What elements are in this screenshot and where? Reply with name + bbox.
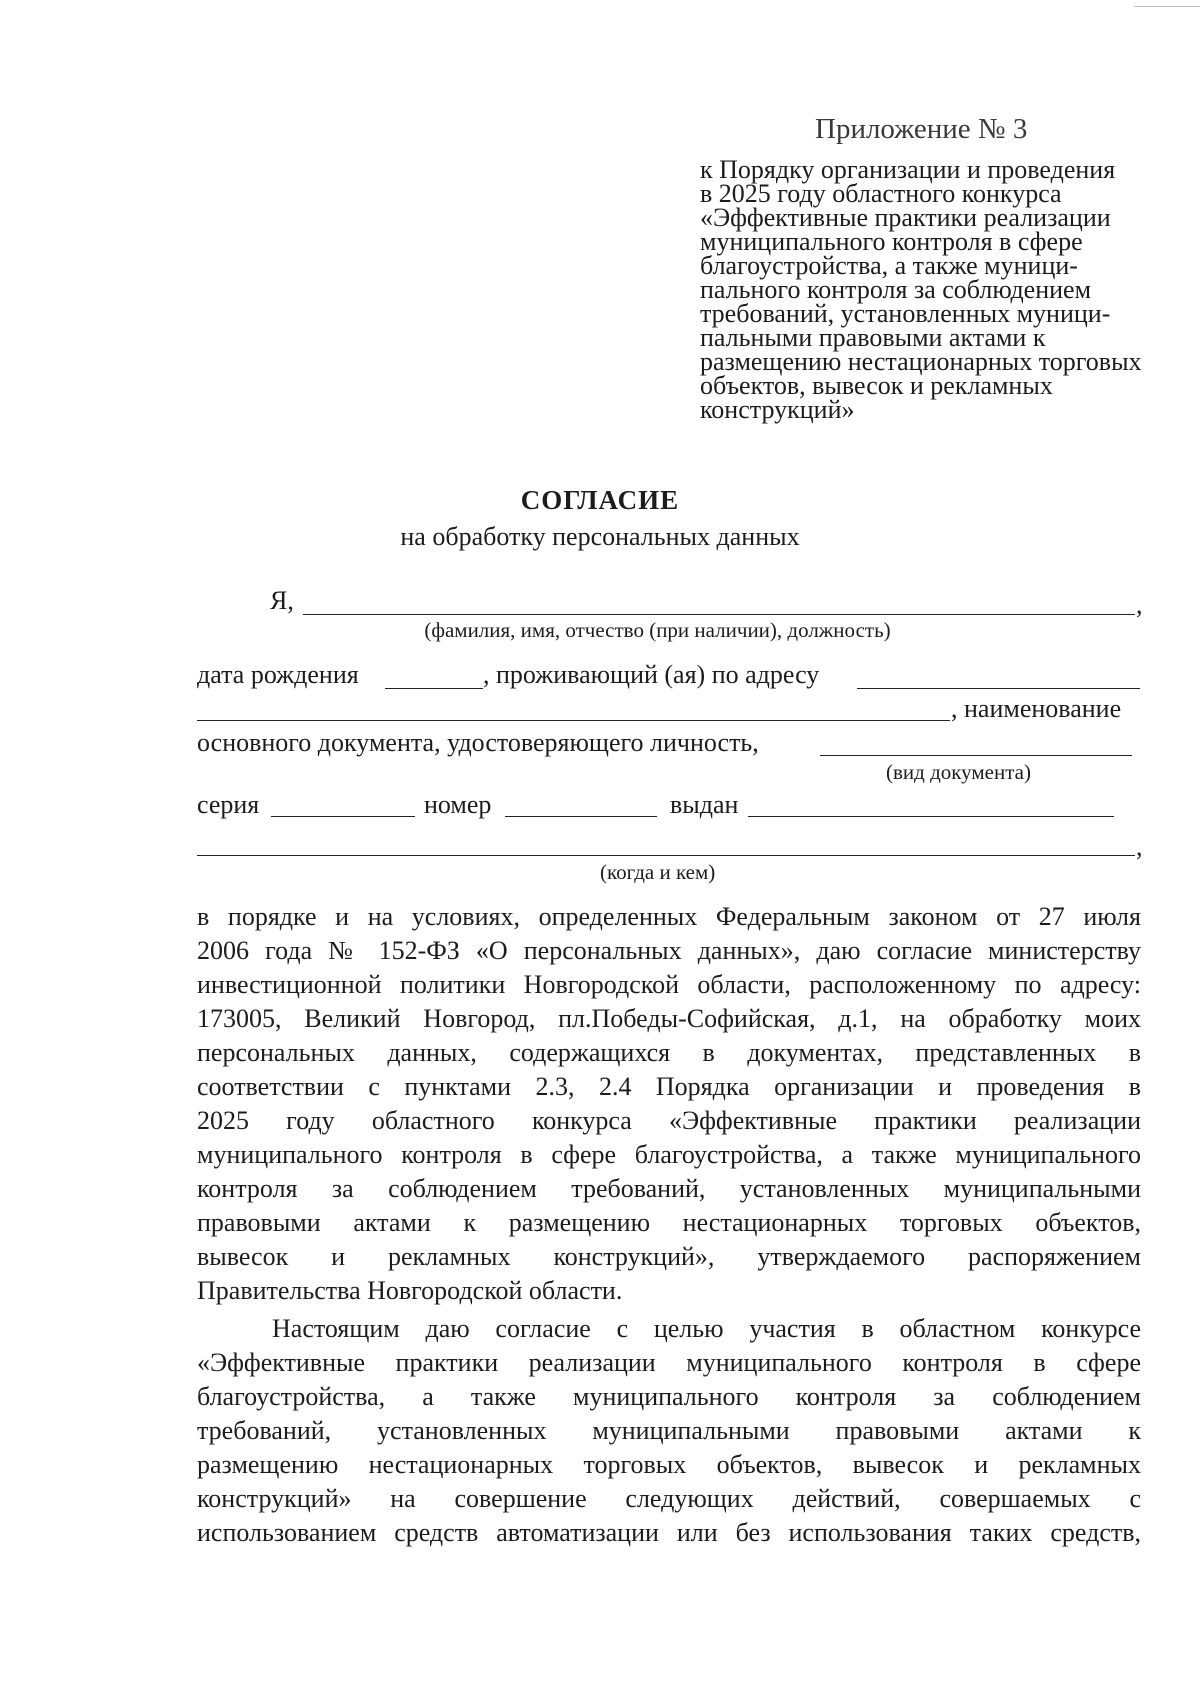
number-label: номер bbox=[424, 790, 492, 819]
appendix-line: к Порядку организации и проведения bbox=[700, 155, 1116, 184]
appendix-line: «Эффективные практики реализации bbox=[700, 203, 1111, 232]
document-subtitle: на обработку персональных данных bbox=[400, 522, 800, 551]
appendix-line: в 2025 году областного конкурса bbox=[700, 179, 1062, 208]
fullname-field[interactable] bbox=[303, 614, 1135, 615]
paragraph-line: Правительства Новгородской области. bbox=[197, 1276, 623, 1305]
issued-caption: (когда и кем) bbox=[600, 860, 716, 884]
paragraph-line: соответствии с пунктами 2.3, 2.4 Порядка организации и проведения в bbox=[197, 1072, 1141, 1101]
comma: , bbox=[1136, 832, 1143, 861]
id-document-label: основного документа, удостоверяющего личность, bbox=[197, 728, 759, 757]
appendix-line: требований, установленных муници- bbox=[700, 299, 1111, 328]
appendix-line: благоустройства, а также муници- bbox=[700, 251, 1078, 280]
appendix-line: размещению нестационарных торговых bbox=[700, 347, 1142, 376]
birth-date-label: дата рождения bbox=[197, 660, 359, 689]
paragraph-line: контроля за соблюдением требований, установленных муниципальными bbox=[197, 1174, 1141, 1203]
issued-label: выдан bbox=[670, 790, 739, 819]
document-type-field[interactable] bbox=[820, 755, 1132, 756]
paragraph-line: «Эффективные практики реализации муниципального контроля в сфере bbox=[197, 1348, 1141, 1377]
paragraph-line: в порядке и на условиях, определенных Федеральным законом от 27 июля bbox=[197, 902, 1141, 931]
paragraph-line: требований, установленных муниципальными правовыми актами к bbox=[197, 1416, 1141, 1445]
paragraph-line: 2006 года № 152-ФЗ «О персональных данных», даю согласие министерству bbox=[197, 936, 1141, 965]
appendix-title: Приложение № 3 bbox=[815, 113, 1028, 145]
address-field[interactable] bbox=[857, 688, 1140, 689]
appendix-line: конструкций» bbox=[700, 395, 855, 424]
appendix-line: муниципального контроля в сфере bbox=[700, 227, 1083, 256]
issued-by-field[interactable] bbox=[748, 816, 1114, 817]
paragraph-line: персональных данных, содержащихся в документах, представленных в bbox=[197, 1038, 1141, 1067]
address-field-continued[interactable] bbox=[197, 720, 950, 721]
paragraph-line: размещению нестационарных торговых объектов, вывесок и рекламных bbox=[197, 1450, 1141, 1479]
number-field[interactable] bbox=[505, 816, 657, 817]
paragraph-line: инвестиционной политики Новгородской области, расположенному по адресу: bbox=[197, 970, 1141, 999]
paragraph-line: 2025 году областного конкурса «Эффективные практики реализации bbox=[197, 1106, 1141, 1135]
fullname-caption: (фамилия, имя, отчество (при наличии), должность) bbox=[424, 618, 891, 642]
document-title: СОГЛАСИЕ bbox=[520, 485, 680, 515]
appendix-line: пального контроля за соблюдением bbox=[700, 275, 1092, 304]
paragraph-line: Настоящим даю согласие с целью участия в областном конкурсе bbox=[272, 1314, 1141, 1343]
name-label: , наименование bbox=[951, 694, 1122, 723]
residing-label: , проживающий (ая) по адресу bbox=[483, 660, 820, 689]
comma: , bbox=[1136, 590, 1143, 619]
series-label: серия bbox=[197, 790, 260, 819]
paragraph-line: 173005, Великий Новгород, пл.Победы-Софийская, д.1, на обработку моих bbox=[197, 1004, 1141, 1033]
appendix-line: пальными правовыми актами к bbox=[700, 323, 1046, 352]
paragraph-line: правовыми актами к размещению нестационарных торговых объектов, bbox=[197, 1208, 1141, 1237]
issued-by-field-continued[interactable] bbox=[197, 855, 1135, 856]
document-type-caption: (вид документа) bbox=[886, 760, 1031, 784]
paragraph-line: конструкций» на совершение следующих действий, совершаемых с bbox=[197, 1484, 1141, 1513]
birth-date-field[interactable] bbox=[385, 688, 483, 689]
series-field[interactable] bbox=[271, 816, 415, 817]
ya-label: Я, bbox=[270, 586, 294, 615]
appendix-line: объектов, вывесок и рекламных bbox=[700, 371, 1053, 400]
paragraph-line: использованием средств автоматизации или без использования таких средств, bbox=[197, 1518, 1141, 1547]
scan-edge-mark bbox=[1134, 6, 1200, 7]
paragraph-line: благоустройства, а также муниципального контроля за соблюдением bbox=[197, 1382, 1141, 1411]
paragraph-line: вывесок и рекламных конструкций», утверждаемого распоряжением bbox=[197, 1242, 1141, 1271]
paragraph-line: муниципального контроля в сфере благоустройства, а также муниципального bbox=[197, 1140, 1141, 1169]
